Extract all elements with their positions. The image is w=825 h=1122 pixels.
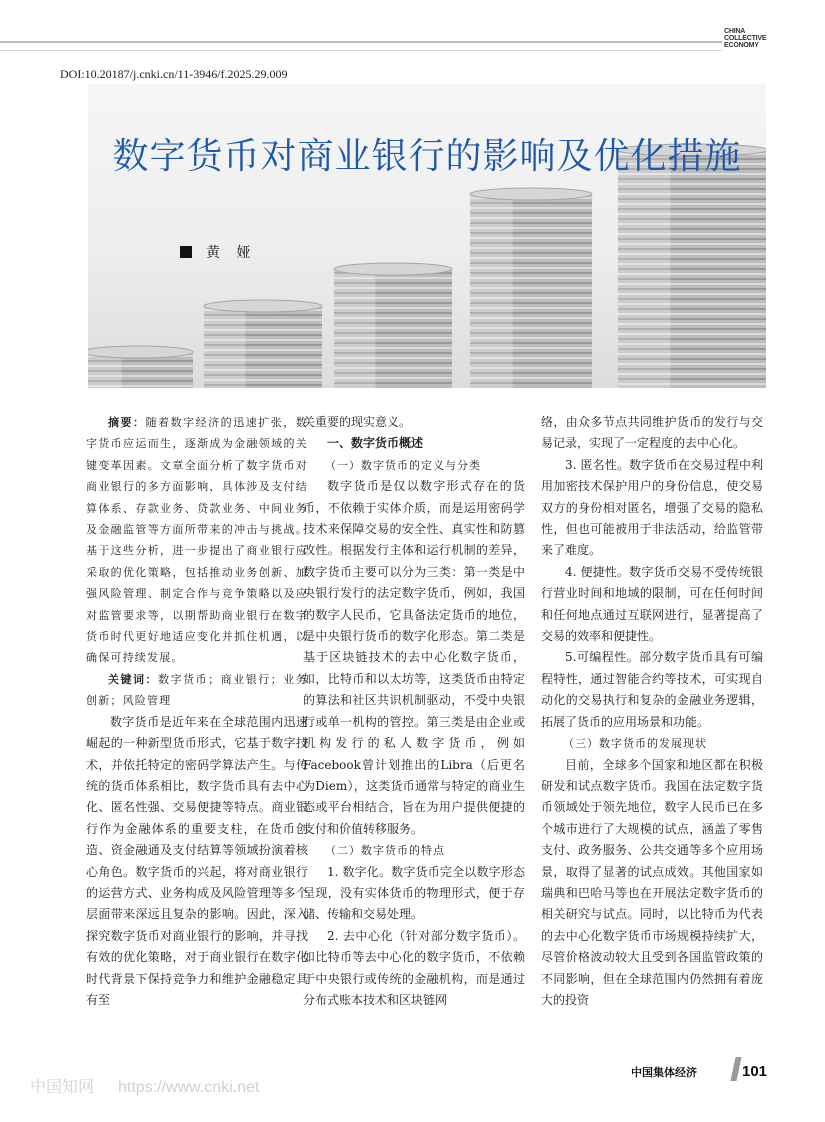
column-3	[541, 412, 763, 1011]
watermark-site: 中国知网	[30, 1079, 95, 1096]
keywords-text: 数字货币；商业银行；业务创新；风险管理	[86, 672, 308, 708]
footer-journal-name: 中国集体经济	[631, 1066, 697, 1079]
logo-line: ECONOMY	[724, 42, 759, 49]
journal-logo	[724, 28, 766, 49]
logo-line: CHINA	[724, 28, 746, 35]
author	[180, 242, 256, 262]
body-paragraph: 2. 去中心化（针对部分数字货币）。如比特币等去中心化的数字货币，不依赖于中央银行或传统的金融机构，而是通过分布式账本技术和区块链网	[303, 928, 525, 1007]
author-square-icon	[180, 246, 192, 258]
banner-image	[88, 84, 766, 388]
body-paragraph: 1. 数字化。数字货币完全以数字形态呈现，没有实体货币的物理形式，便于存储、传输和交易处理。	[303, 864, 525, 922]
coin-stack	[88, 346, 193, 388]
body-paragraph: 5.可编程性。部分数字货币具有可编程特性，通过智能合约等技术，可实现自动化的交易执行和复杂的金融业务逻辑，拓展了货币的应用场景和功能。	[541, 650, 763, 729]
abstract-text: 随着数字经济的迅速扩张，数字货币应运而生，逐渐成为金融领域的关键变革因素。文章全面分析了数字货币对商业银行的多方面影响，具体涉及支付结算体系、存款业务、贷款业务、中间业务及金融监管等方面所带来的冲击与挑战。基于这些分析，进一步提出了商业银行应采取的优化策略，包括推动业务创新、加强风险管理、制定合作与竞争策略以及应对监管要求等，以期帮助商业银行在数字货币时代更好地适应变化并抓住机遇，以确保可持续发展。	[86, 416, 308, 665]
header-rule-thin	[0, 50, 722, 51]
coin-stack	[470, 188, 592, 388]
watermark	[30, 1074, 259, 1097]
coin-stack	[204, 300, 322, 388]
column-2	[303, 412, 525, 1011]
keywords-label: 关键词：	[108, 672, 159, 686]
body-paragraph-end: 络，由众多节点共同维护货币的发行与交易记录，实现了一定程度的去中心化。	[541, 415, 763, 451]
author-name: 黄 娅	[206, 245, 257, 261]
subsection-heading: （一）数字货币的定义与分类	[325, 458, 481, 472]
body-paragraph: 4. 便捷性。数字货币交易不受传统银行营业时间和地域的限制，可在任何时间和任何地点通过互联网进行，显著提高了交易的效率和便捷性。	[541, 564, 763, 644]
intro-paragraph: 数字货币是近年来在全球范围内迅速崛起的一种新型货币形式，它基于数字技术，并依托特定的密码学算法产生。与传统的货币体系相比，数字货币具有去中心化、匿名性强、交易便捷等特点。商业银行作为金融体系的重要支柱，在货币创造、资金融通及支付结算等领域扮演着核心角色。数字货币的兴起，将对商业银行的运营方式、业务构成及风险管理等多个层面带来深远且复杂的影响。因此，深入探究数字货币对商业银行的影响，并寻找有效的优化策略，对于商业银行在数字化时代背景下保持竞争力和维护金融稳定具有至	[86, 714, 308, 1007]
article-title: 数字货币对商业银行的影响及优化措施	[112, 136, 742, 177]
logo-line: COLLECTIVE	[724, 35, 767, 42]
footer-divider	[730, 1057, 741, 1081]
abstract-label: 摘要：	[108, 416, 146, 429]
keywords	[86, 669, 308, 712]
section-heading: 一、数字货币概述	[327, 436, 424, 451]
subsection-heading: （三）数字货币的发展现状	[563, 737, 707, 751]
coin-stack	[618, 144, 766, 388]
coin-stack	[334, 263, 452, 388]
page-number: 101	[742, 1063, 768, 1080]
body-paragraph: 目前，全球多个国家和地区都在积极研发和试点数字货币。我国在法定数字货币领域处于领先地位，数字人民币已在多个城市进行了大规模的试点，涵盖了零售支付、政务服务、公共交通等多个应用场景，取得了显著的试点成效。其他国家如瑞典和巴哈马等也在开展法定数字货币的相关研究与试点。同时，以比特币为代表的去中心化数字货币市场规模持续扩大，尽管价格波动较大且受到各国监管政策的不同影响，但在全球范围内仍然拥有着庞大的投资	[541, 757, 763, 1007]
doi[interactable]: DOI:10.20187/j.cnki.cn/11-3946/f.2025.29.009	[60, 67, 288, 81]
intro-paragraph-end: 关重要的现实意义。	[303, 415, 412, 429]
body-paragraph: 3. 匿名性。数字货币在交易过程中利用加密技术保护用户的身份信息，使交易双方的身份相对匿名，增强了交易的隐私性，但也可能被用于非法活动，给监管带来了难度。	[541, 457, 763, 558]
header-rule	[0, 41, 722, 43]
abstract	[86, 412, 308, 669]
watermark-url: https://www.cnki.net	[118, 1079, 260, 1096]
subsection-heading: （二）数字货币的特点	[325, 844, 445, 858]
body-paragraph: 数字货币是仅以数字形式存在的货币，不依赖于实体介质，而是运用密码学技术来保障交易的安全性、真实性和防篡改性。根据发行主体和运行机制的差异，数字货币主要可以分为三类：第一类是中央银行发行的法定数字货币，例如，我国的数字人民币，它具备法定货币的地位，是中央银行货币的数字化形态。第二类是基于区块链技术的去中心化数字货币，如，比特币和以太坊等，这类货币由特定的算法和社区共识机制驱动，不受中央银行或单一机构的管控。第三类是由企业或机构发行的私人数字货币，例如Facebook曾计划推出的Libra（后更名为Diem），这类货币通常与特定的商业生态或平台相结合，旨在为用户提供便捷的支付和价值转移服务。	[303, 479, 525, 836]
column-1	[86, 412, 308, 1011]
